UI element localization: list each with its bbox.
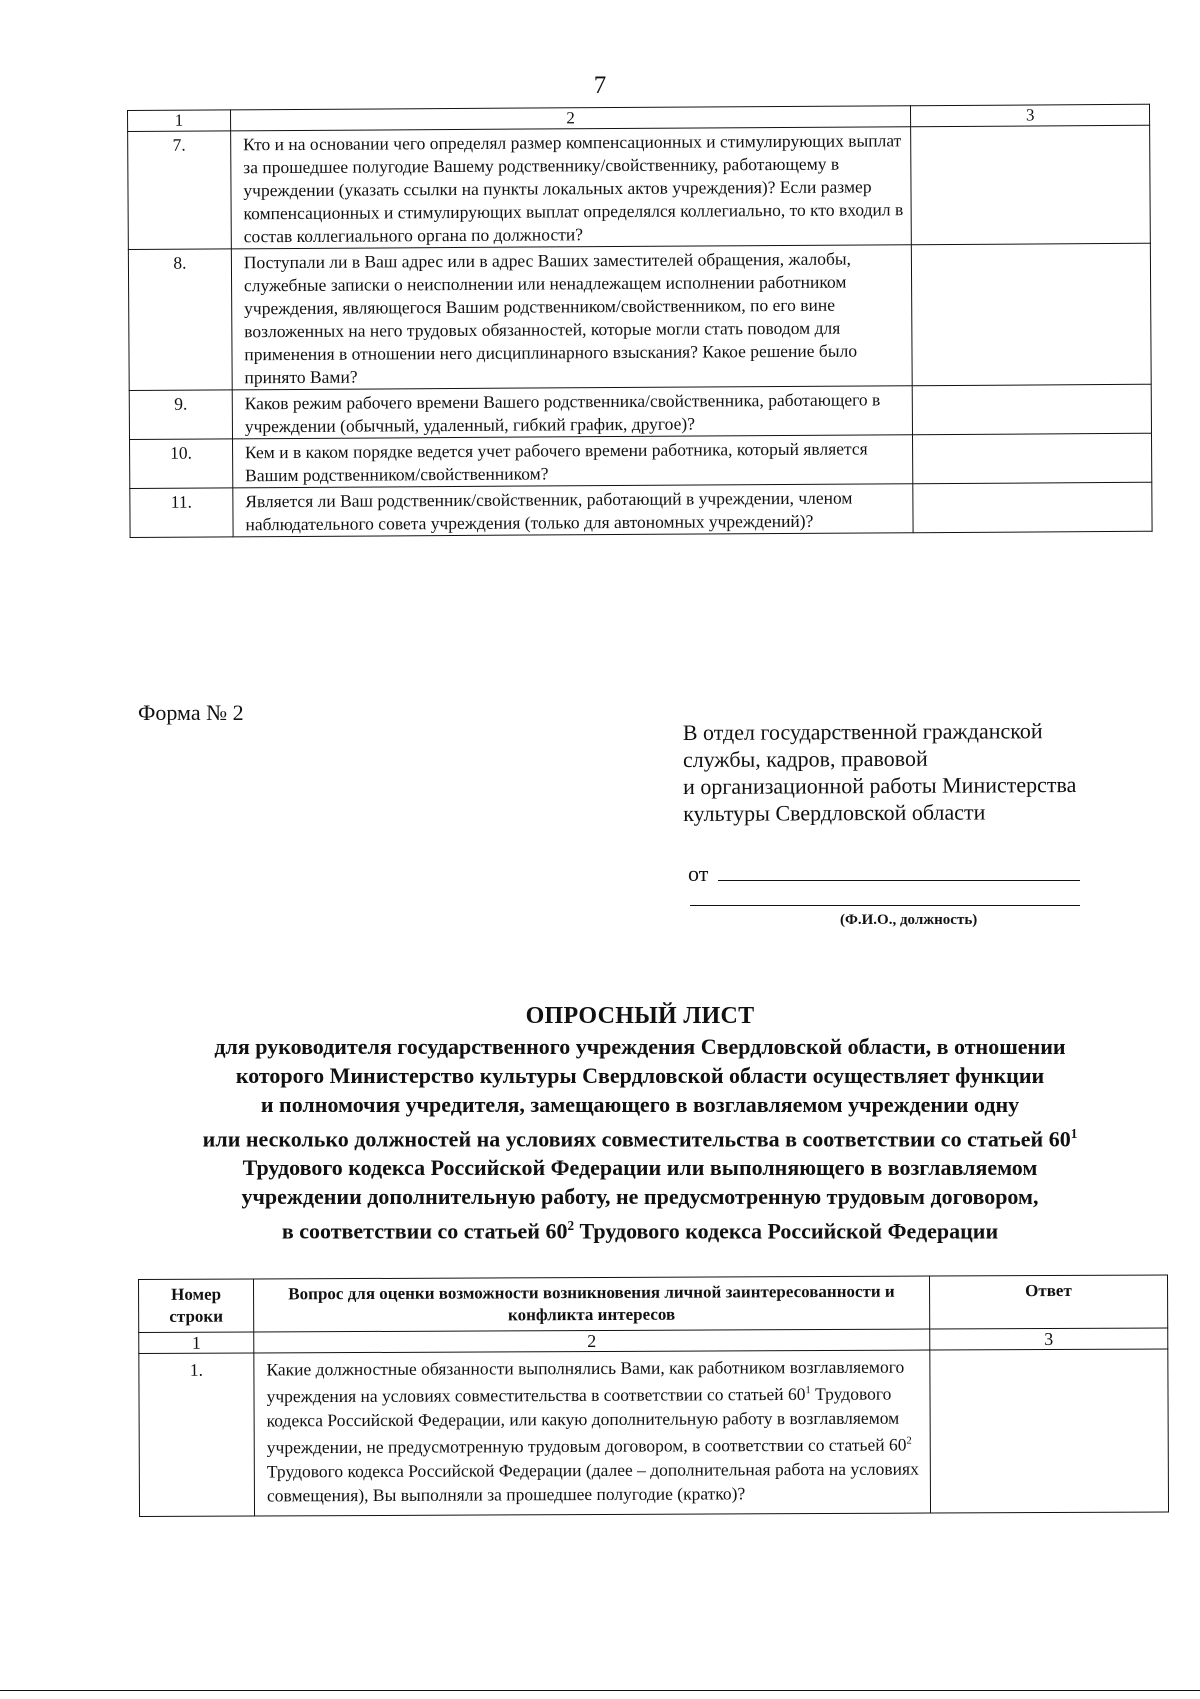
row-question: Поступали ли в Ваш адрес или в адрес Ваших заместителей обращения, жалобы, служебные записки о неисполнении или ненадлежащем исполнении работником учреждения, являющегося Вашим родственником/свойственником, по его вине возложенных на него трудовых обязанностей, которые могли стать поводом для применения в отношении него дисциплинарного взыскания? Какое решение было принято Вами?: [231, 245, 912, 390]
subtitle-line: Трудового кодекса Российской Федерации или выполняющего в возглавляемом: [242, 1155, 1038, 1181]
from-label: от: [688, 861, 709, 886]
subtitle-line: и полномочия учредителя, замещающего в возглавляемом учреждении одну: [260, 1092, 1020, 1117]
from-field: [688, 860, 1080, 887]
row-answer[interactable]: [930, 1349, 1169, 1513]
questions-table-continued: [127, 104, 1153, 538]
subtitle-line: для руководителя государственного учреждения Свердловской области, в отношении: [214, 1034, 1066, 1059]
row-number: 10.: [130, 439, 233, 489]
table-title-row: [139, 1275, 1168, 1332]
header-col-3: 3: [930, 1328, 1168, 1350]
question-text: Какие должностные обязанности выполнялись Вами, как работником возглавляемого учреждения на условиях совместительства в соответствии со статьей 60: [266, 1356, 905, 1407]
question-text: Трудового кодекса Российской Федерации (далее – дополнительная работа на условиях совмещения), Вы выполняли за прошедшее полугодие (кратко)?: [266, 1458, 919, 1506]
subtitle-text: или несколько должностей на условиях совместительства в соответствии со статьей 60: [202, 1126, 1071, 1152]
header-col-1: 1: [128, 110, 231, 132]
page-number: 7: [593, 72, 607, 99]
table-row: [130, 433, 1152, 488]
subtitle-text: Трудового кодекса Российской Федерации: [574, 1218, 999, 1244]
fio-hint: (Ф.И.О., должность): [840, 912, 978, 928]
row-question: Каков режим рабочего времени Вашего родственника/свойственника, работающего в учреждении (обычный, удаленный, гибкий график, другое)?: [232, 386, 913, 439]
table-row: [128, 125, 1151, 249]
col-question-header: Вопрос для оценки возможности возникновения личной заинтересованности и конфликта интересов: [254, 1276, 930, 1332]
addressee-line: и организационной работы Министерства: [683, 771, 1077, 800]
row-answer[interactable]: [912, 384, 1151, 434]
row-number: 9.: [129, 390, 232, 440]
document-title: ОПРОСНЫЙ ЛИСТ: [525, 1003, 755, 1029]
row-answer[interactable]: [913, 433, 1152, 483]
table-row: [129, 384, 1151, 439]
question-text: Трудового кодекса Российской Федерации, или какую дополнительную работу в возглавляемом учреждении, не предусмотренную трудовым договором, в соответствии со статьей 60: [266, 1383, 907, 1458]
col-answer-header: Ответ: [929, 1275, 1167, 1329]
table-row: [139, 1349, 1169, 1516]
row-number: 11.: [130, 488, 233, 538]
row-question: Кто и на основании чего определял размер компенсационных и стимулирующих выплат за прошедшее полугодие Вашему родственнику/свойственнику, работающему в учреждении (указать ссылки на пункты локальных актов учреждения)? Если размер компенсационных и стимулирующих выплат определялся коллегиально, то кто входил в состав коллегиального органа по должности?: [231, 127, 912, 249]
row-answer[interactable]: [912, 243, 1152, 385]
questionnaire-table: [138, 1275, 1169, 1517]
row-number: 7.: [128, 131, 232, 250]
table-row: [130, 482, 1152, 537]
row-question: Является ли Ваш родственник/свойственник, работающий в учреждении, членом наблюдательного совета учреждения (только для автономных учреждений)?: [233, 484, 914, 537]
addressee-block: [683, 717, 1077, 827]
row-question: Кем и в каком порядке ведется учет рабочего времени работника, который является Вашим родственником/свойственником?: [232, 435, 913, 488]
document-subtitle: [130, 1032, 1150, 1246]
header-col-2: 2: [254, 1329, 930, 1353]
addressee-line: культуры Свердловской области: [683, 799, 986, 827]
col-number-header: Номер строки: [139, 1279, 254, 1333]
superscript: 2: [906, 1435, 912, 1447]
addressee-line: службы, кадров, правовой: [682, 745, 928, 773]
header-col-3: 3: [911, 104, 1150, 126]
form-label: Форма № 2: [138, 700, 244, 725]
header-col-2: 2: [230, 106, 910, 131]
subtitle-line: учреждении дополнительную работу, не предусмотренную трудовым договором,: [241, 1184, 1039, 1210]
superscript: 1: [805, 1385, 811, 1397]
table-row: [128, 243, 1151, 390]
position-input-line[interactable]: [690, 905, 1080, 906]
row-number: 8.: [128, 249, 232, 391]
subtitle-text: в соответствии со статьей 60: [281, 1218, 568, 1244]
row-question: [254, 1350, 931, 1516]
from-input-line[interactable]: [718, 860, 1080, 881]
superscript: 1: [1070, 1126, 1078, 1141]
row-number: 1.: [139, 1353, 255, 1516]
row-answer[interactable]: [911, 125, 1150, 244]
header-col-1: 1: [139, 1332, 254, 1354]
subtitle-line: [130, 1211, 1150, 1245]
subtitle-line: которого Министерство культуры Свердловской области осуществляет функции: [235, 1063, 1045, 1088]
subtitle-line: [130, 1119, 1150, 1153]
superscript: 2: [567, 1218, 575, 1234]
page-bottom-rule: [0, 1690, 1200, 1691]
row-answer[interactable]: [913, 482, 1152, 532]
addressee-line: В отдел государственной гражданской: [682, 718, 1043, 746]
